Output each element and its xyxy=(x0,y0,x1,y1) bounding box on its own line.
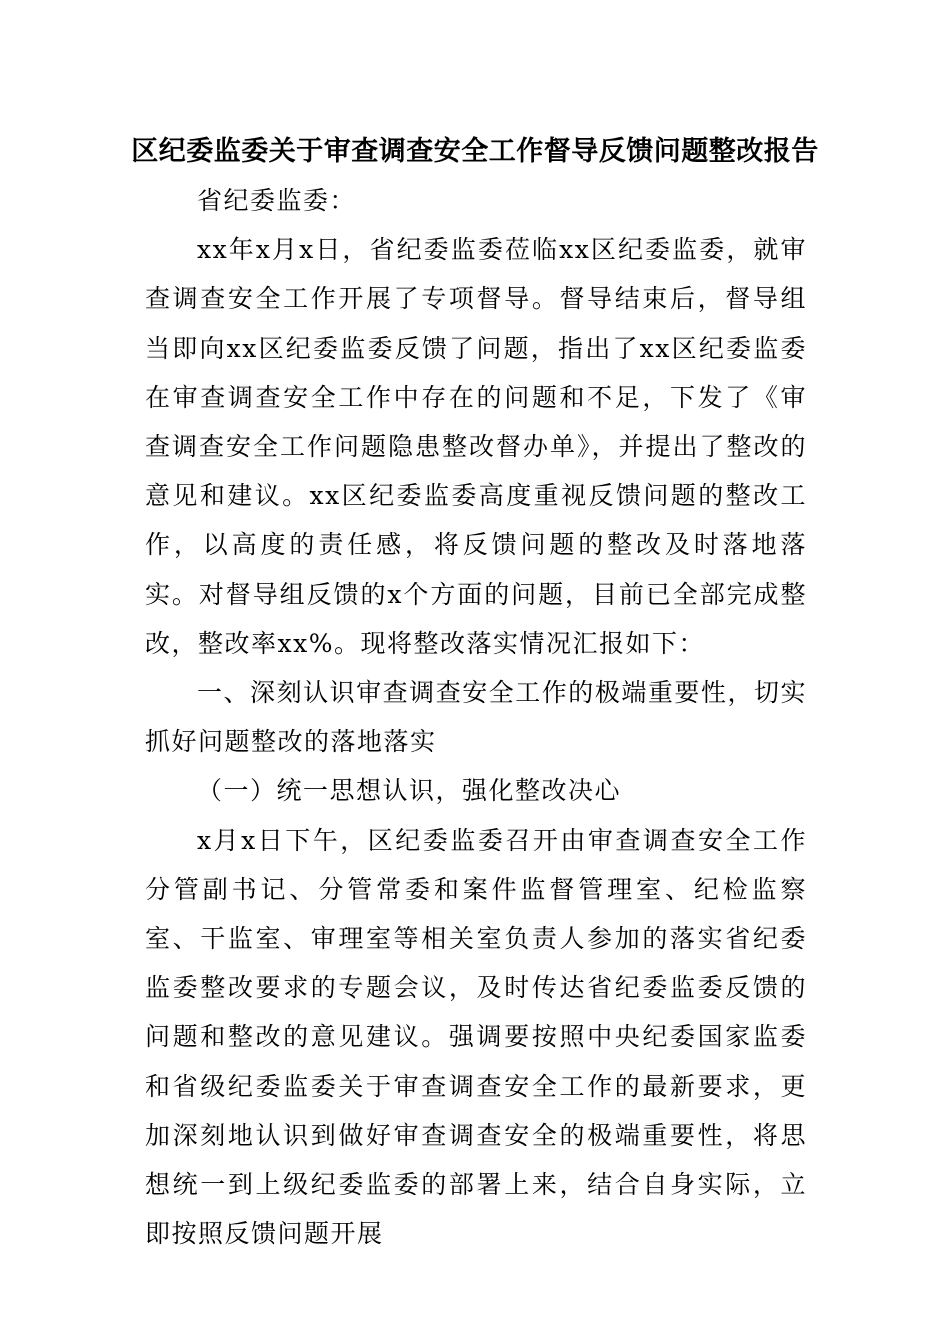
document-title: 区纪委监委关于审查调查安全工作督导反馈问题整改报告 xyxy=(131,136,819,167)
paragraph-intro: xx年x月x日，省纪委监委莅临xx区纪委监委，就审查调查安全工作开展了专项督导。督导结束后，督导组当即向xx区纪委监委反馈了问题，指出了xx区纪委监委在审查调查安全工作中存在的问题和不足，下发了《审查调查安全工作问题隐患整改督办单》，并提出了整改的意见和建议。xx区纪委监委高度重视反馈问题的整改工作，以高度的责任感，将反馈问题的整改及时落地落实。对督导组反馈的x个方面的问题，目前已全部完成整改，整改率xx%。现将整改落实情况汇报如下： xyxy=(145,235,807,658)
salutation: 省纪委监委： xyxy=(197,186,357,215)
paragraph-meeting: x月x日下午，区纪委监委召开由审查调查安全工作分管副书记、分管常委和案件监督管理室、纪检监察室、干监室、审理室等相关室负责人参加的落实省纪委监委整改要求的专题会议，及时传达省纪委监委反馈的问题和整改的意见建议。强调要按照中央纪委国家监委和省级纪委监委关于审查调查安全工作的最新要求，更加深刻地认识到做好审查调查安全的极端重要性，将思想统一到上级纪委监委的部署上来，结合自身实际，立即按照反馈问题开展 xyxy=(145,825,807,1249)
document-body xyxy=(145,176,807,1258)
subsection-heading-1: （一）统一思想认识，强化整改决心 xyxy=(197,776,622,806)
section-heading-1: 一、深刻认识审查调查安全工作的极端重要性，切实抓好问题整改的落地落实 xyxy=(145,678,807,757)
